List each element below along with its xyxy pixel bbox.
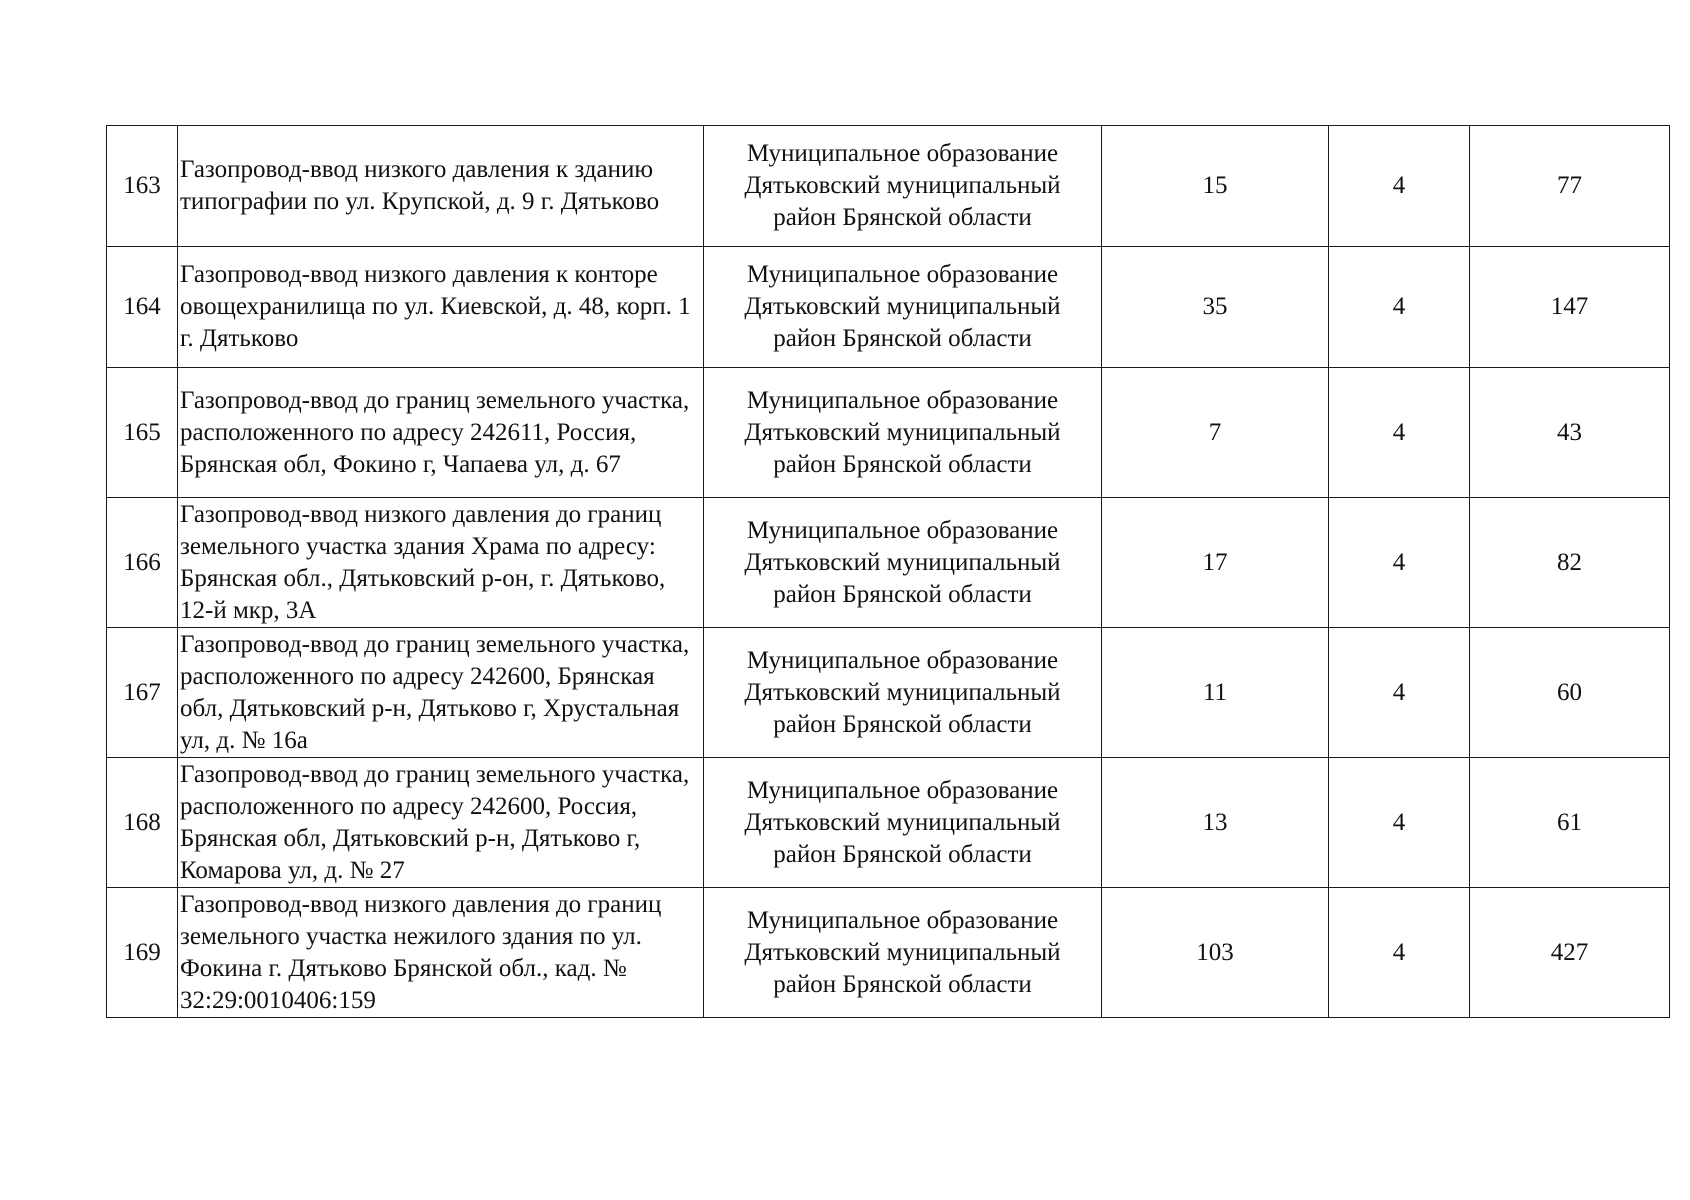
length-value: 7: [1102, 368, 1329, 498]
owner-cell: [704, 247, 1102, 368]
owner-line: район Брянской области: [773, 204, 1032, 231]
object-name: Газопровод-ввод низкого давления до границ земельного участка нежилого здания по ул. Фокина г. Дятьково Брянской обл., кад. № 32:29:0010406:159: [178, 888, 704, 1018]
length-value: 13: [1102, 758, 1329, 888]
count-value: 4: [1329, 758, 1470, 888]
row-number: 167: [107, 628, 178, 758]
table-row: [107, 758, 1670, 888]
row-number: 169: [107, 888, 178, 1018]
table-row: [107, 498, 1670, 628]
owner-cell: [704, 628, 1102, 758]
count-value: 4: [1329, 247, 1470, 368]
count-value: 4: [1329, 126, 1470, 247]
object-name: Газопровод-ввод низкого давления к конторе овощехранилища по ул. Киевской, д. 48, корп. 1 г. Дятьково: [178, 247, 704, 368]
owner-line: Муниципальное образование: [746, 516, 1059, 544]
owner-cell: [704, 368, 1102, 498]
registry-table: [106, 125, 1670, 1018]
owner-line: Дятьковский муниципальный: [744, 678, 1061, 706]
object-name: Газопровод-ввод низкого давления к зданию типографии по ул. Крупской, д. 9 г. Дятьково: [178, 126, 704, 247]
table-row: [107, 888, 1670, 1018]
owner-cell: [704, 888, 1102, 1018]
owner-line: Дятьковский муниципальный: [744, 172, 1061, 199]
owner-cell: [704, 126, 1102, 247]
count-value: 4: [1329, 498, 1470, 628]
total-value: 77: [1470, 126, 1670, 247]
owner-line: Дятьковский муниципальный: [744, 808, 1061, 836]
owner-cell: [704, 758, 1102, 888]
row-number: 163: [107, 126, 178, 247]
owner-line: Дятьковский муниципальный: [744, 418, 1061, 446]
row-number: 165: [107, 368, 178, 498]
owner-line: Дятьковский муниципальный: [744, 938, 1061, 966]
object-name: Газопровод-ввод до границ земельного участка, расположенного по адресу 242600, Брянская обл, Дятьковский р-н, Дятьково г, Хрустальная ул, д. № 16а: [178, 628, 704, 758]
row-number: 164: [107, 247, 178, 368]
owner-line: Муниципальное образование: [746, 386, 1059, 414]
table-row: [107, 368, 1670, 498]
owner-line: Муниципальное образование: [746, 906, 1059, 934]
owner-line: Муниципальное образование: [746, 140, 1059, 167]
registry-table-body: [107, 126, 1670, 1018]
total-value: 60: [1470, 628, 1670, 758]
total-value: 82: [1470, 498, 1670, 628]
row-number: 166: [107, 498, 178, 628]
owner-line: Муниципальное образование: [746, 776, 1059, 804]
length-value: 103: [1102, 888, 1329, 1018]
length-value: 11: [1102, 628, 1329, 758]
object-name: Газопровод-ввод до границ земельного участка, расположенного по адресу 242611, Россия, Брянская обл, Фокино г, Чапаева ул, д. 67: [178, 368, 704, 498]
owner-cell: [704, 498, 1102, 628]
count-value: 4: [1329, 628, 1470, 758]
object-name: Газопровод-ввод низкого давления до границ земельного участка здания Храма по адресу: Брянская обл., Дятьковский р-он, г. Дятьково, 12-й мкр, 3А: [178, 498, 704, 628]
length-value: 17: [1102, 498, 1329, 628]
total-value: 427: [1470, 888, 1670, 1018]
owner-line: Дятьковский муниципальный: [744, 548, 1061, 576]
owner-line: Дятьковский муниципальный: [744, 293, 1061, 320]
length-value: 35: [1102, 247, 1329, 368]
total-value: 61: [1470, 758, 1670, 888]
owner-line: район Брянской области: [773, 840, 1032, 868]
owner-line: район Брянской области: [773, 325, 1032, 352]
count-value: 4: [1329, 368, 1470, 498]
table-row: [107, 126, 1670, 247]
owner-line: район Брянской области: [773, 710, 1032, 738]
length-value: 15: [1102, 126, 1329, 247]
total-value: 147: [1470, 247, 1670, 368]
owner-line: район Брянской области: [773, 970, 1032, 998]
total-value: 43: [1470, 368, 1670, 498]
table-row: [107, 247, 1670, 368]
owner-line: Муниципальное образование: [746, 261, 1059, 288]
owner-line: район Брянской области: [773, 450, 1032, 478]
table-row: [107, 628, 1670, 758]
owner-line: Муниципальное образование: [746, 646, 1059, 674]
count-value: 4: [1329, 888, 1470, 1018]
row-number: 168: [107, 758, 178, 888]
owner-line: район Брянской области: [773, 580, 1032, 608]
object-name: Газопровод-ввод до границ земельного участка, расположенного по адресу 242600, Россия, Брянская обл, Дятьковский р-н, Дятьково г, Комарова ул, д. № 27: [178, 758, 704, 888]
